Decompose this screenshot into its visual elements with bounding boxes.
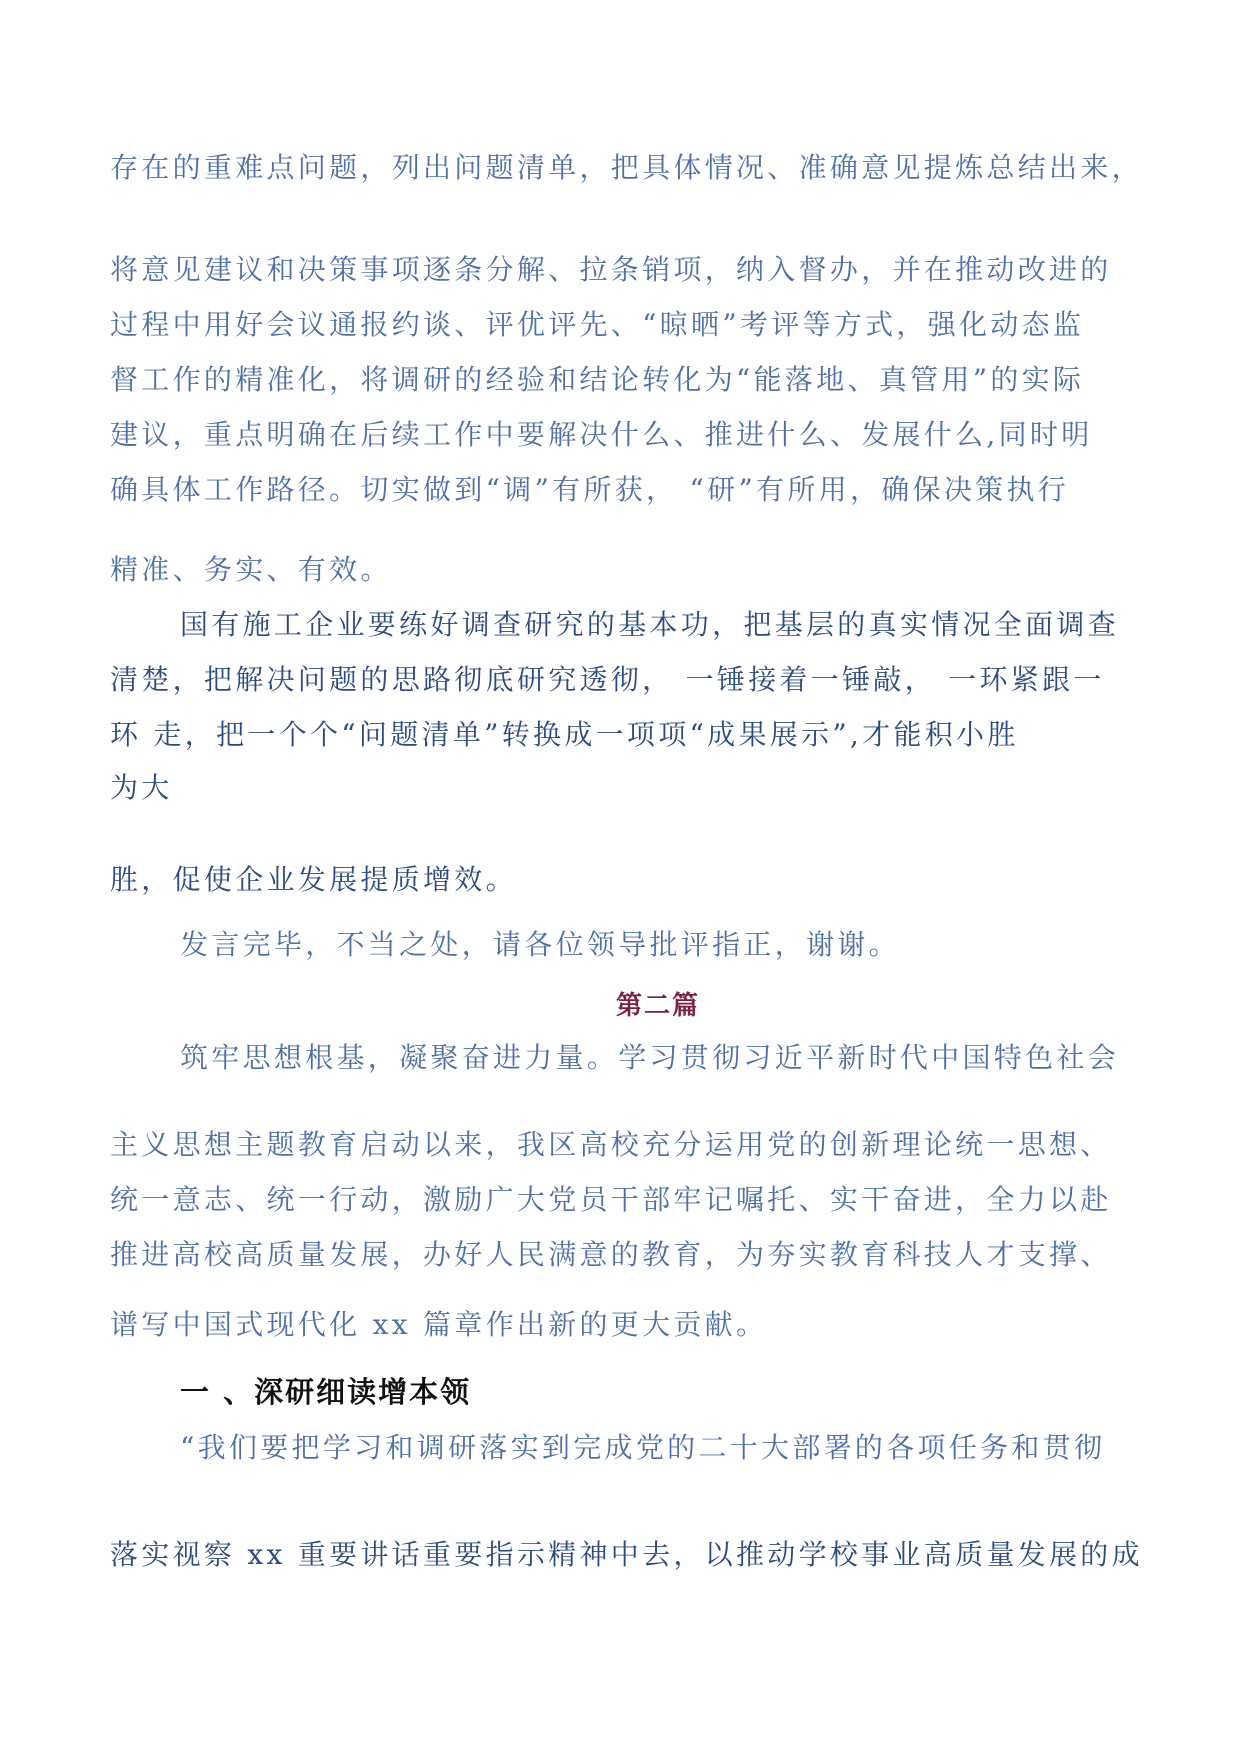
paragraph-line: 落实视察 xx 重要讲话重要指示精神中去，以推动学校事业高质量发展的成 [110, 1538, 1143, 1571]
section-heading: 一 、深研细读增本领 [180, 1375, 472, 1409]
paragraph-line: 督工作的精准化，将调研的经验和结论转化为“能落地、真管用”的实际 [110, 363, 1085, 396]
paragraph-line: 建议，重点明确在后续工作中要解决什么、推进什么、发展什么,同时明 [110, 418, 1093, 451]
paragraph-line: 将意见建议和决策事项逐条分解、拉条销项，纳入督办，并在推动改进的 [110, 253, 1112, 286]
paragraph-line: 推进高校高质量发展，办好人民满意的教育，为夯实教育科技人才支撑、 [110, 1238, 1112, 1271]
paragraph-line: 环 走，把一个个“问题清单”转换成一项项“成果展示”,才能积小胜 [110, 718, 1019, 751]
paragraph-line: 统一意志、统一行动，激励广大党员干部牢记嘱托、实干奋进，全力以赴 [110, 1183, 1112, 1216]
paragraph-line: 国有施工企业要练好调查研究的基本功，把基层的真实情况全面调查 [180, 608, 1120, 641]
paragraph-line: 过程中用好会议通报约谈、评优评先、“晾晒”考评等方式，强化动态监 [110, 308, 1085, 341]
closing-line: 发言完毕，不当之处，请各位领导批评指正，谢谢。 [180, 928, 900, 961]
paragraph-line: 胜，促使企业发展提质增效。 [110, 863, 517, 896]
paragraph-line: 存在的重难点问题，列出问题清单，把具体情况、准确意见提炼总结出来， [110, 151, 1143, 184]
paragraph-line: 筑牢思想根基，凝聚奋进力量。学习贯彻习近平新时代中国特色社会 [180, 1041, 1120, 1074]
paragraph-line: 确具体工作路径。切实做到“调”有所获， “研”有所用，确保决策执行 [110, 473, 1070, 506]
paragraph-line: 谱写中国式现代化 xx 篇章作出新的更大贡献。 [110, 1308, 768, 1341]
paragraph-line: 主义思想主题教育启动以来，我区高校充分运用党的创新理论统一思想、 [110, 1128, 1112, 1161]
paragraph-line: 为大 [110, 771, 173, 804]
section-title: 第二篇 [616, 991, 701, 1021]
paragraph-line: 清楚，把解决问题的思路彻底研究透彻， 一锤接着一锤敲， 一环紧跟一 [110, 663, 1105, 696]
paragraph-line: 精准、务实、有效。 [110, 553, 392, 586]
paragraph-line: “我们要把学习和调研落实到完成党的二十大部署的各项任务和贯彻 [180, 1431, 1106, 1464]
